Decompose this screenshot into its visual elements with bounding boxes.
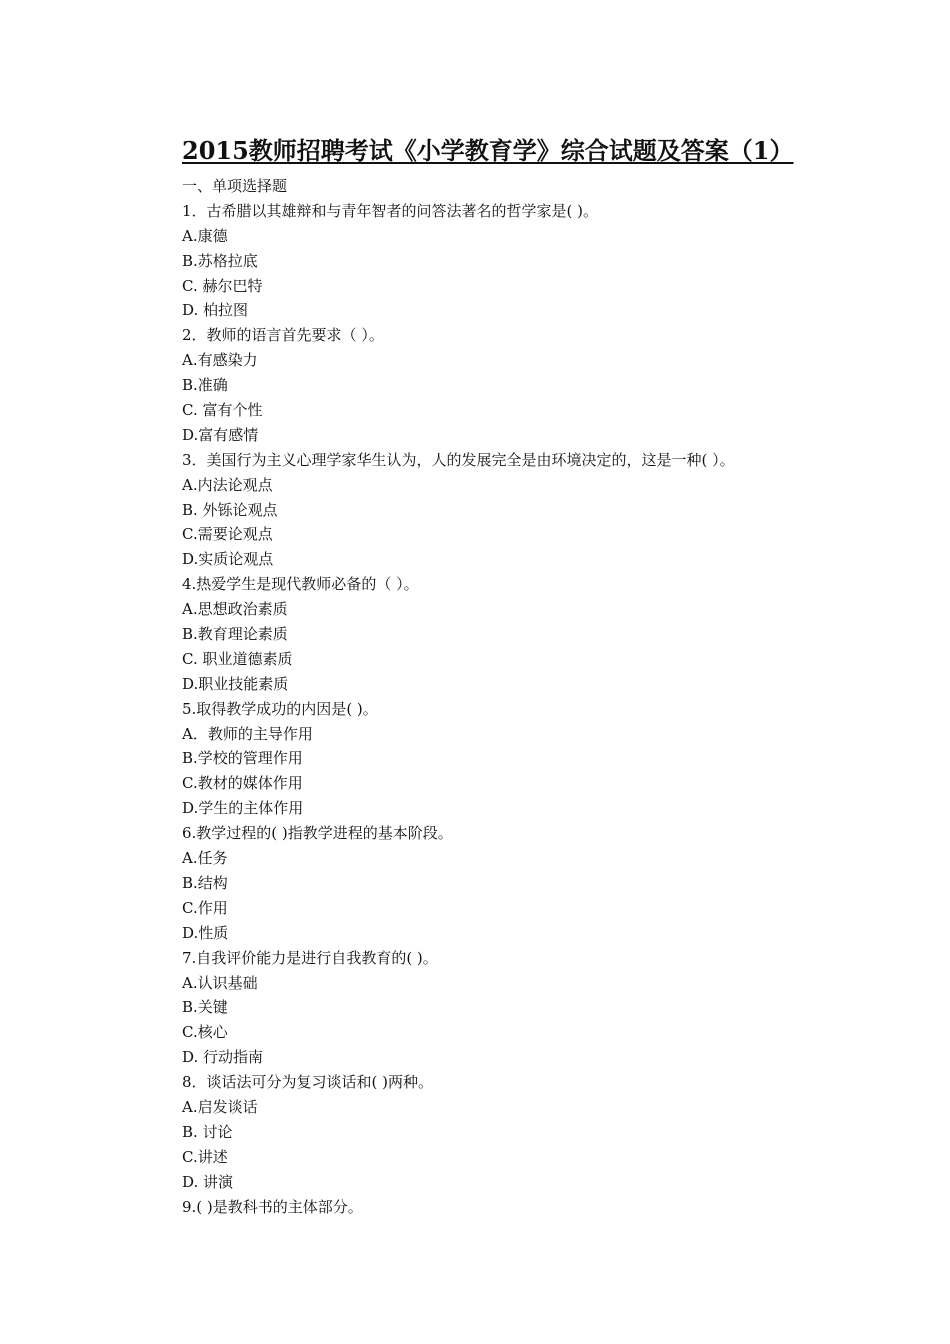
- question-stem: 1．古希腊以其雄辩和与青年智者的问答法著名的哲学家是( )。: [182, 201, 599, 220]
- question-list: [182, 174, 822, 1219]
- answer-option: A.有感染力: [182, 351, 258, 370]
- answer-option: A.认识基础: [182, 973, 258, 992]
- section-heading: 一、单项选择题: [182, 177, 288, 195]
- answer-option: C. 职业道德素质: [182, 649, 293, 668]
- question-stem: 8．谈话法可分为复习谈话和( )两种。: [182, 1073, 434, 1092]
- answer-option: B.学校的管理作用: [182, 749, 303, 768]
- question-stem: 9.( )是教科书的主体部分。: [182, 1197, 363, 1216]
- answer-option: C.讲述: [182, 1147, 228, 1166]
- answer-option: D.实质论观点: [182, 550, 274, 569]
- question-lines: [182, 199, 822, 1220]
- answer-option: D.学生的主体作用: [182, 799, 304, 818]
- answer-option: A.启发谈话: [182, 1097, 258, 1116]
- answer-option: B.准确: [182, 376, 228, 395]
- answer-option: C.教材的媒体作用: [182, 774, 303, 793]
- answer-option: D.职业技能素质: [182, 674, 289, 693]
- answer-option: A.康德: [182, 226, 228, 245]
- question-stem: 2．教师的语言首先要求（ ）。: [182, 326, 384, 345]
- question-stem: 6.教学过程的( )指教学进程的基本阶段。: [182, 824, 453, 843]
- answer-option: A.任务: [182, 849, 228, 868]
- answer-option: A.内法论观点: [182, 475, 273, 494]
- answer-option: B.教育理论素质: [182, 625, 288, 644]
- answer-option: C.核心: [182, 1023, 228, 1042]
- answer-option: C. 富有个性: [182, 401, 263, 420]
- answer-option: C. 赫尔巴特: [182, 276, 263, 295]
- question-stem: 4.热爱学生是现代教师必备的（ ）。: [182, 575, 419, 594]
- answer-option: D.富有感情: [182, 425, 259, 444]
- answer-option: B.关键: [182, 998, 228, 1017]
- answer-option: B.结构: [182, 873, 228, 892]
- answer-option: B.苏格拉底: [182, 251, 258, 270]
- answer-option: B. 外铄论观点: [182, 500, 278, 519]
- question-stem: 3．美国行为主义心理学家华生认为，人的发展完全是由环境决定的，这是一种( ）。: [182, 450, 735, 469]
- answer-option: D. 行动指南: [182, 1048, 264, 1067]
- answer-option: D. 柏拉图: [182, 301, 249, 320]
- answer-option: A．教师的主导作用: [182, 724, 313, 743]
- answer-option: C.作用: [182, 898, 228, 917]
- answer-option: C.需要论观点: [182, 525, 273, 544]
- answer-option: D. 讲演: [182, 1172, 234, 1191]
- question-stem: 5.取得教学成功的内因是( )。: [182, 699, 378, 718]
- answer-option: D.性质: [182, 923, 229, 942]
- document-title: 2015教师招聘考试《小学教育学》综合试题及答案（1）: [182, 136, 794, 165]
- answer-option: A.思想政治素质: [182, 600, 288, 619]
- answer-option: B. 讨论: [182, 1122, 233, 1141]
- question-stem: 7.自我评价能力是进行自我教育的( )。: [182, 948, 438, 967]
